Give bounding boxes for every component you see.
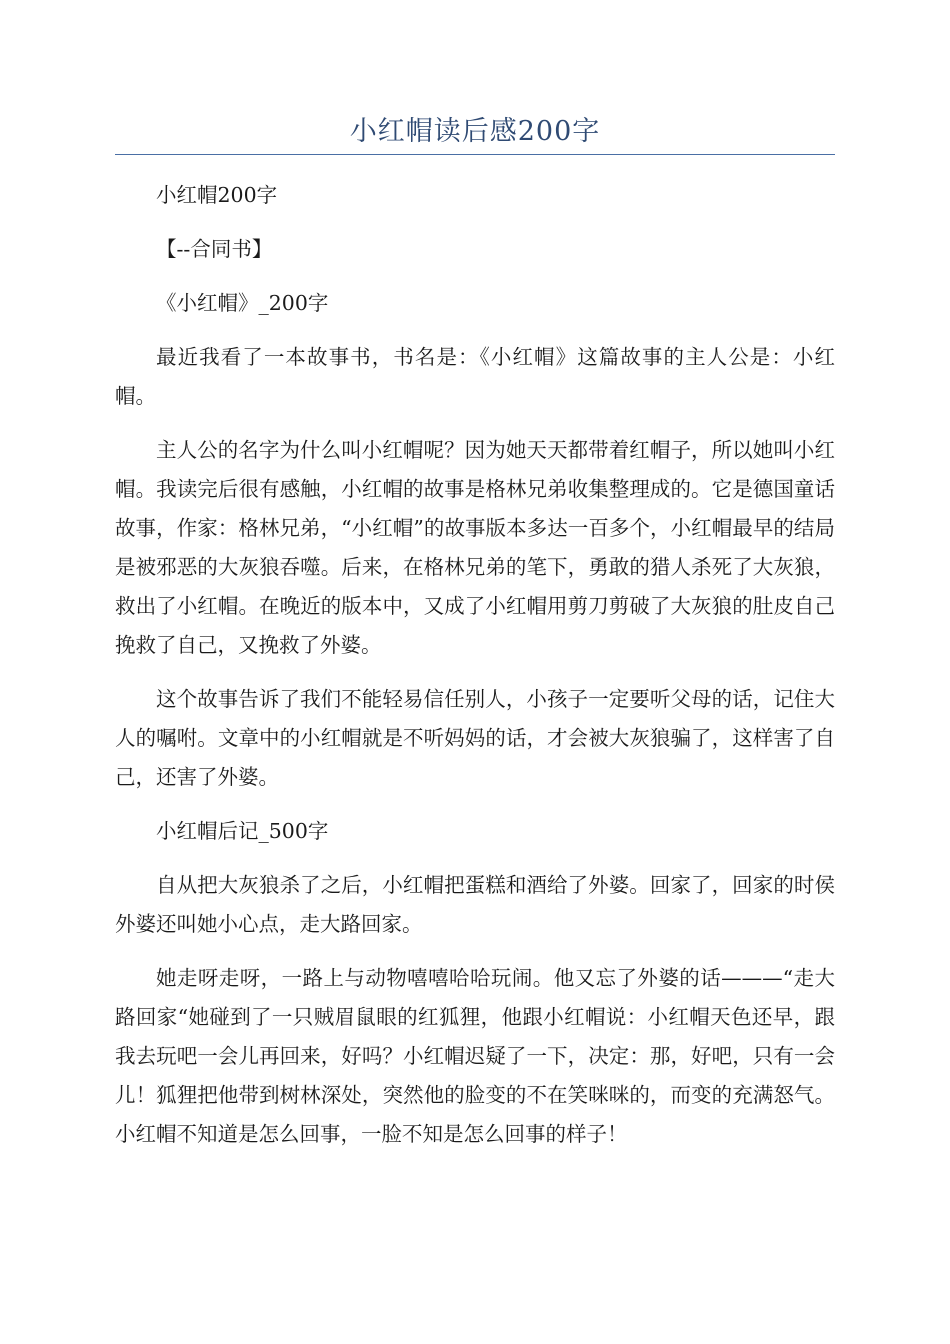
title-underline: [115, 154, 835, 155]
paragraph-6: 这个故事告诉了我们不能轻易信任别人，小孩子一定要听父母的话，记住大人的嘱咐。文章中的小红帽就是不听妈妈的话，才会被大灰狼骗了，这样害了自己，还害了外婆。: [115, 687, 835, 789]
paragraph-3: 《小红帽》_200字: [156, 291, 329, 315]
paragraph-2: 【--合同书】: [156, 237, 273, 261]
document-title: 小红帽读后感200字: [349, 116, 601, 147]
paragraph-9: 她走呀走呀，一路上与动物嘻嘻哈哈玩闹。他又忘了外婆的话———“走大路回家“她碰到了一只贼眉鼠眼的红狐狸，他跟小红帽说：小红帽天色还早，跟我去玩吧一会儿再回来，好吗？小红帽迟疑了一下，决定：那，好吧，只有一会儿！狐狸把他带到树林深处，突然他的脸变的不在笑咪咪的，而变的充满怒气。小红帽不知道是怎么回事，一脸不知是怎么回事的样子！: [115, 966, 835, 1146]
paragraph-5: 主人公的名字为什么叫小红帽呢？因为她天天都带着红帽子，所以她叫小红帽。我读完后很有感触，小红帽的故事是格林兄弟收集整理成的。它是德国童话故事，作家：格林兄弟，“小红帽”的故事版本多达一百多个，小红帽最早的结局是被邪恶的大灰狼吞噬。后来，在格林兄弟的笔下，勇敢的猎人杀死了大灰狼，救出了小红帽。在晚近的版本中，又成了小红帽用剪刀剪破了大灰狼的肚皮自己挽救了自己，又挽救了外婆。: [115, 438, 835, 657]
paragraph-8: 自从把大灰狼杀了之后，小红帽把蛋糕和酒给了外婆。回家了，回家的时侯外婆还叫她小心点，走大路回家。: [115, 873, 835, 936]
paragraph-4: 最近我看了一本故事书，书名是：《小红帽》这篇故事的主人公是：小红帽。: [115, 345, 835, 408]
paragraph-7: 小红帽后记_500字: [156, 819, 329, 843]
paragraph-1: 小红帽200字: [156, 183, 278, 207]
document-body: [115, 176, 835, 1169]
